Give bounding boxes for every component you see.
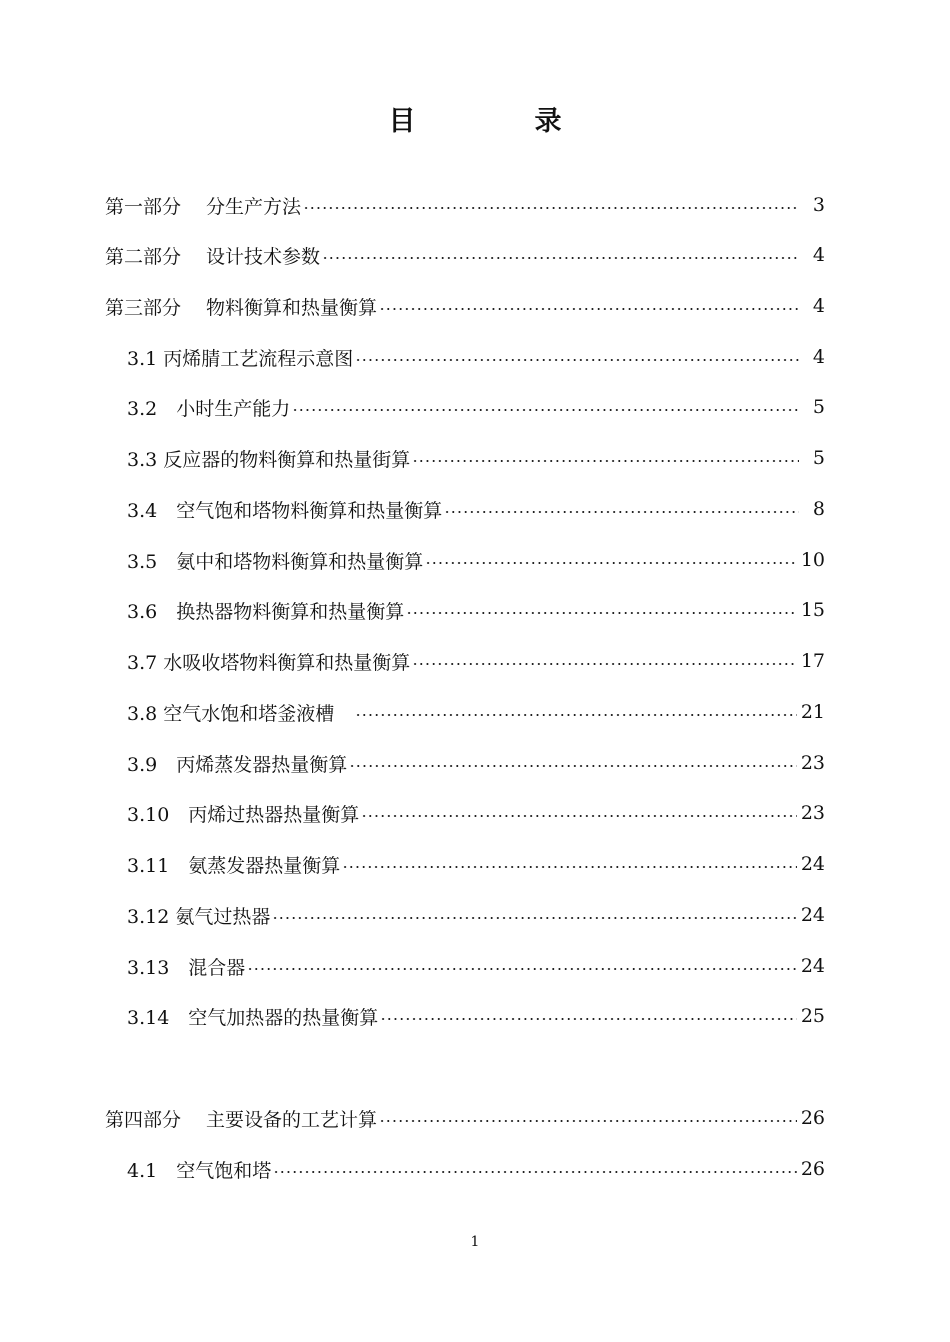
toc-entry-page: 3 [812, 194, 825, 216]
toc-entry [127, 898, 825, 932]
dot-leader [247, 968, 797, 970]
toc-entry-label: 3.4 空气饱和塔物料衡算和热量衡算 [127, 499, 443, 522]
toc-entry-page: 26 [800, 1158, 825, 1180]
toc-entry-page: 24 [800, 853, 825, 875]
toc-entry-page: 25 [800, 1005, 825, 1027]
dot-leader [406, 612, 797, 614]
toc-entry [127, 949, 825, 983]
toc-entry-label: 3.1 丙烯腈工艺流程示意图 [127, 347, 354, 370]
toc-entry-label: 3.3 反应器的物料衡算和热量街算 [127, 448, 411, 471]
toc-entry-page: 24 [800, 955, 825, 977]
toc-entry [127, 796, 825, 830]
toc-entry-page: 4 [812, 295, 825, 317]
toc-entry-label: 3.5 氨中和塔物料衡算和热量衡算 [127, 550, 424, 573]
toc-entry-label: 3.2 小时生产能力 [127, 397, 291, 420]
toc-entry-page: 21 [800, 701, 825, 723]
toc-entry-label: 4.1 空气饱和塔 [127, 1159, 272, 1182]
dot-leader [444, 511, 799, 513]
toc-entry-page: 17 [800, 650, 825, 672]
toc-entry [127, 746, 825, 780]
toc-entry [127, 492, 825, 526]
toc-entry-label: 第四部分 主要设备的工艺计算 [105, 1108, 378, 1131]
dot-leader [292, 409, 799, 411]
toc-entry-label: 第三部分 物料衡算和热量衡算 [105, 296, 378, 319]
toc-entry [105, 238, 825, 272]
toc-entry-page: 8 [812, 498, 825, 520]
toc-entry-page: 23 [800, 752, 825, 774]
toc-entry-label: 3.8 空气水饱和塔釜液槽 [127, 702, 354, 725]
toc-entry-label: 第二部分 设计技术参数 [105, 245, 321, 268]
toc-entry-page: 24 [800, 904, 825, 926]
toc-entry-label: 3.11 氨蒸发器热量衡算 [127, 854, 341, 877]
dot-leader [273, 1171, 797, 1173]
toc-entry [127, 593, 825, 627]
toc-entry [127, 644, 825, 678]
dot-leader [342, 866, 797, 868]
dot-leader [303, 207, 799, 209]
dot-leader [379, 308, 799, 310]
toc-entry [127, 340, 825, 374]
toc-entry-label: 3.14 空气加热器的热量衡算 [127, 1006, 379, 1029]
toc-entry-page: 23 [800, 802, 825, 824]
toc-entry-label: 3.9 丙烯蒸发器热量衡算 [127, 753, 348, 776]
toc-entry [105, 1101, 825, 1135]
dot-leader [355, 359, 799, 361]
toc-entry-label: 第一部分 分生产方法 [105, 195, 302, 218]
dot-leader [361, 815, 797, 817]
toc-entry [127, 543, 825, 577]
toc-entry-label: 3.6 换热器物料衡算和热量衡算 [127, 600, 405, 623]
page-title: 目 录 [388, 106, 608, 137]
dot-leader [322, 257, 799, 259]
toc-entry-page: 4 [812, 244, 825, 266]
toc-entry [127, 999, 825, 1033]
page-number: 1 [470, 1234, 480, 1250]
dot-leader [412, 460, 799, 462]
dot-leader [425, 562, 797, 564]
dot-leader [355, 714, 797, 716]
dot-leader [412, 663, 797, 665]
toc-entry-label: 3.12 氨气过热器 [127, 905, 271, 928]
toc-entry [127, 390, 825, 424]
toc-entry [127, 695, 825, 729]
toc-entry-label: 3.13 混合器 [127, 956, 246, 979]
dot-leader [272, 917, 796, 919]
toc-entry [105, 188, 825, 222]
toc-entry-page: 26 [800, 1107, 825, 1129]
toc-entry [127, 1152, 825, 1186]
toc-entry [127, 441, 825, 475]
toc-entry-page: 4 [812, 346, 825, 368]
dot-leader [379, 1120, 797, 1122]
dot-leader [349, 765, 797, 767]
toc-entry-page: 5 [812, 396, 825, 418]
toc-entry-label: 3.7 水吸收塔物料衡算和热量衡算 [127, 651, 411, 674]
toc-entry-page: 10 [800, 549, 825, 571]
toc-entry-page: 15 [800, 599, 825, 621]
toc-entry-label: 3.10 丙烯过热器热量衡算 [127, 803, 360, 826]
dot-leader [380, 1018, 797, 1020]
toc-entry [105, 289, 825, 323]
toc-entry [127, 847, 825, 881]
toc-entry-page: 5 [812, 447, 825, 469]
